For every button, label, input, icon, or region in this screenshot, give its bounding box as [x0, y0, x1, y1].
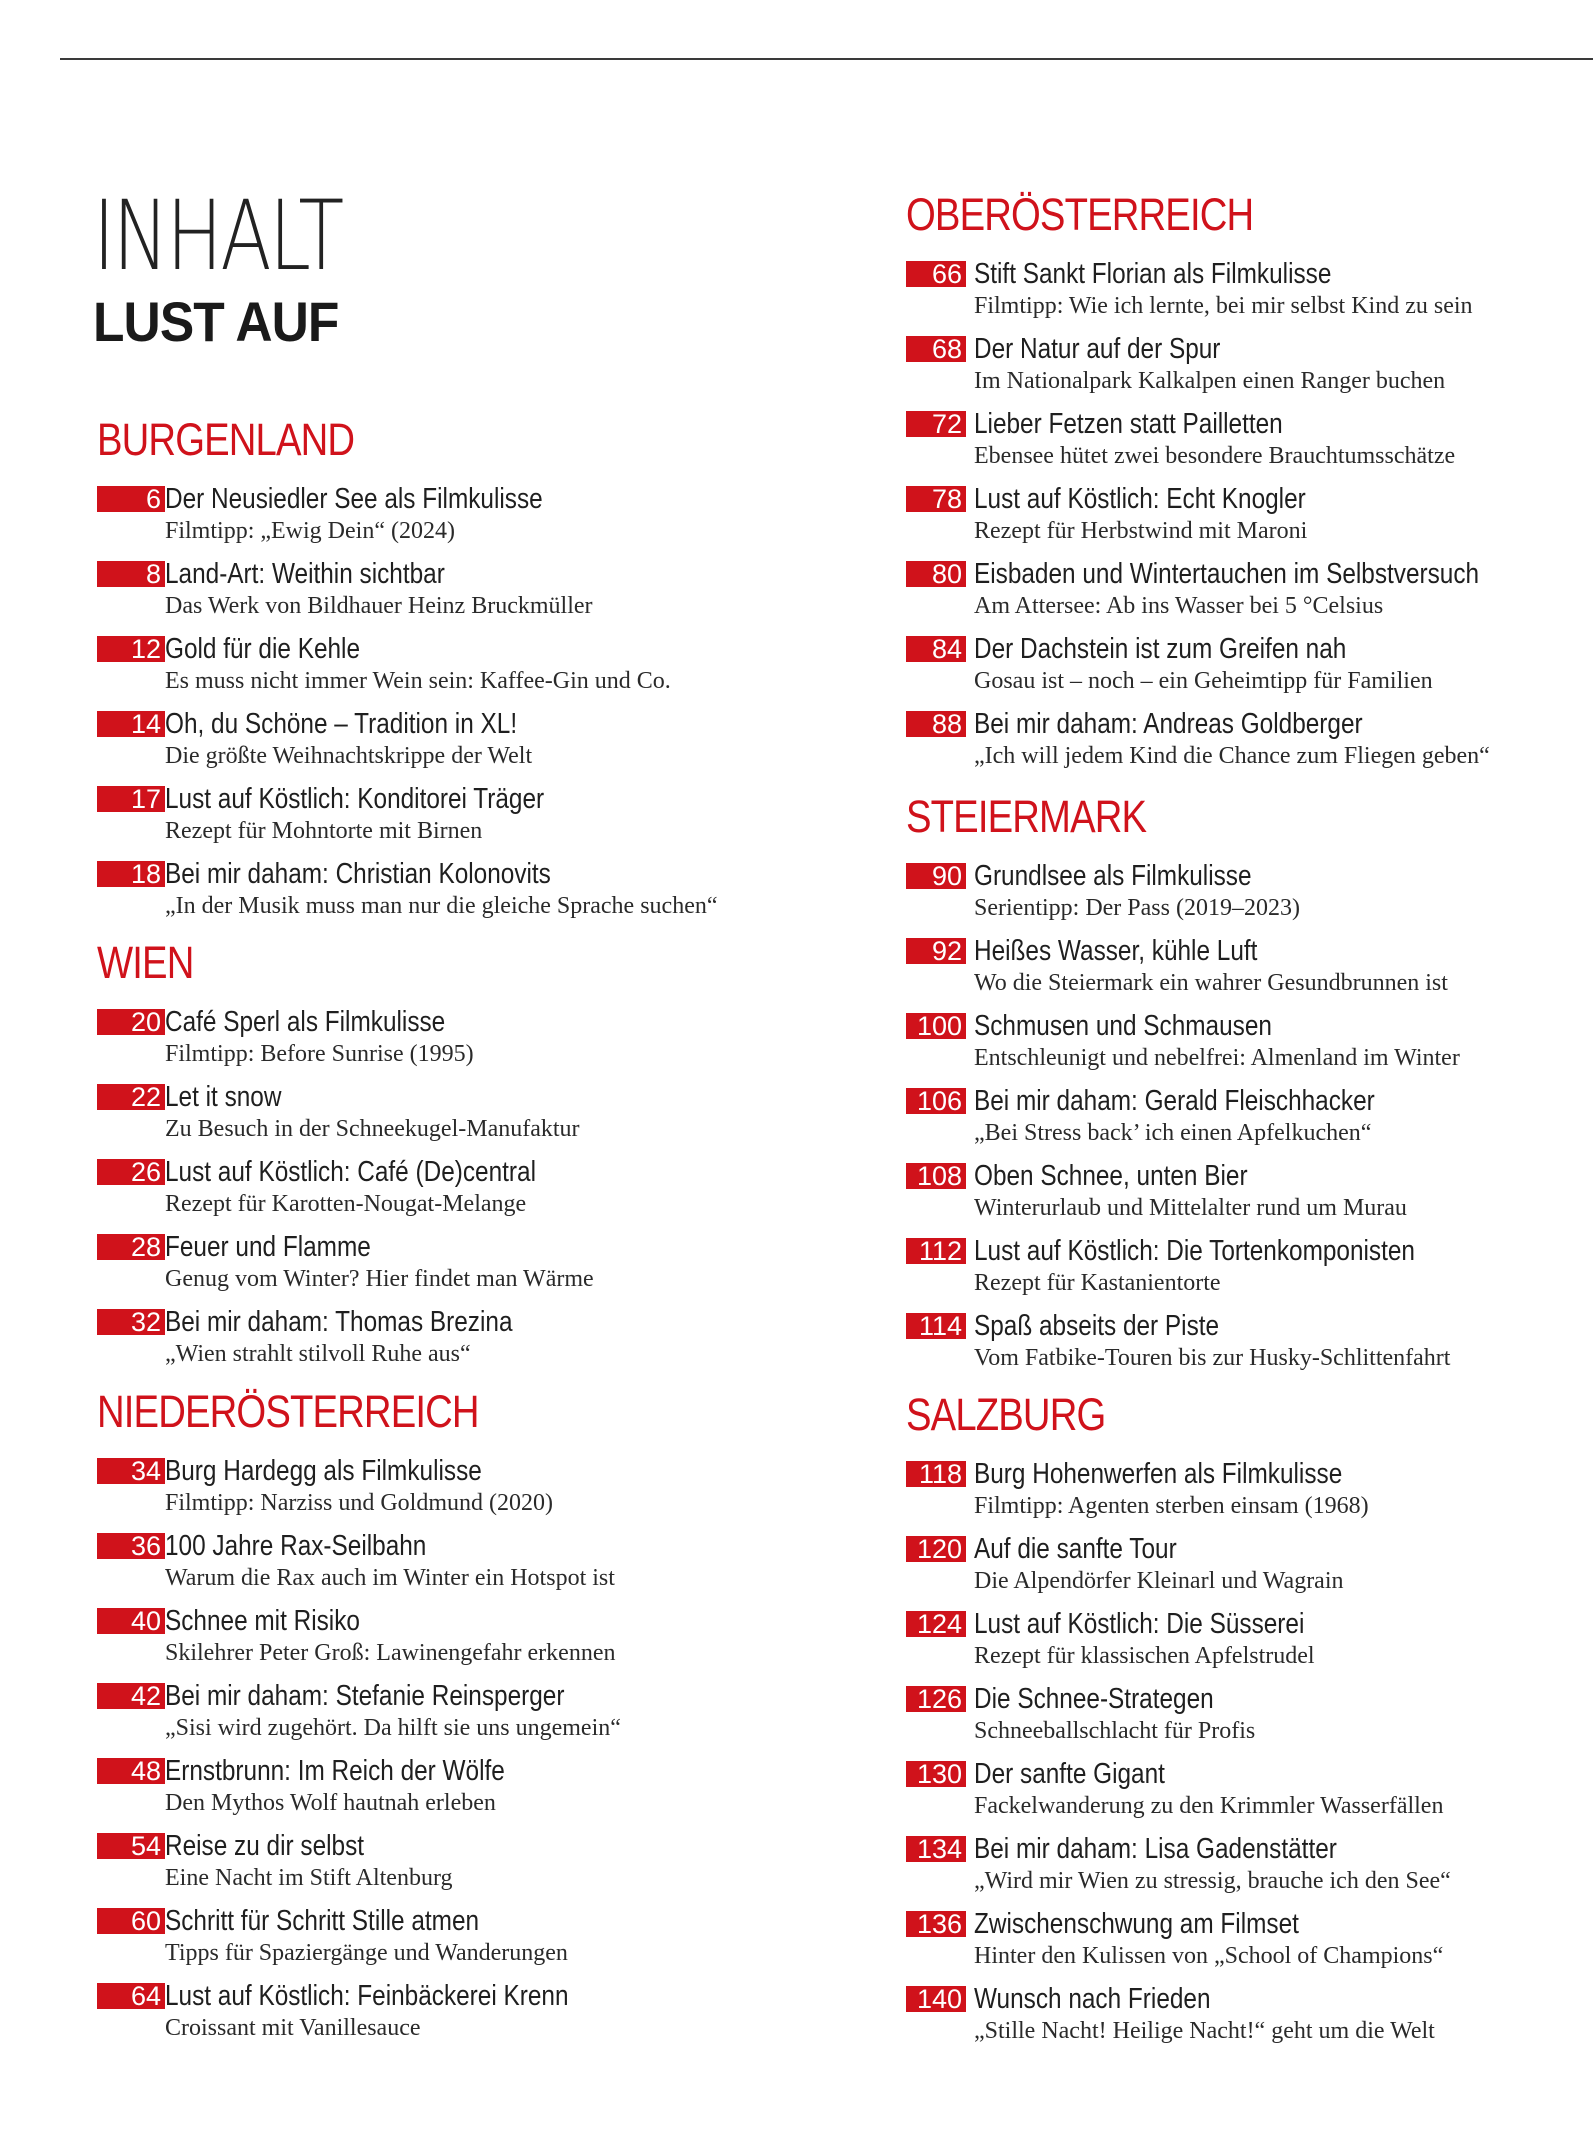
page-number-badge: 8: [97, 561, 165, 587]
toc-entry[interactable]: [906, 407, 1593, 482]
entry-title: Land-Art: Weithin sichtbar: [165, 558, 445, 590]
toc-entry[interactable]: [97, 707, 857, 782]
page-number-badge: 130: [906, 1761, 966, 1787]
entry-title: Oben Schnee, unten Bier: [974, 1160, 1248, 1192]
section-wien: [97, 937, 857, 1367]
page-number-badge: 124: [906, 1611, 966, 1637]
right-column: [906, 0, 1593, 2139]
toc-entry[interactable]: [906, 1982, 1593, 2057]
entry-subtitle: Eine Nacht im Stift Altenburg: [165, 1865, 453, 1891]
page-number-badge: 18: [97, 861, 165, 887]
section-burgenland: [97, 414, 857, 919]
entry-subtitle: Rezept für Mohntorte mit Birnen: [165, 818, 483, 844]
toc-entry[interactable]: [906, 1907, 1593, 1982]
page-number-badge: 17: [97, 786, 165, 812]
toc-entry[interactable]: [906, 557, 1593, 632]
entry-subtitle: Rezept für klassischen Apfelstrudel: [974, 1643, 1315, 1669]
entry-subtitle: „Sisi wird zugehört. Da hilft sie uns ungemein“: [165, 1715, 621, 1741]
toc-entry[interactable]: [906, 332, 1593, 407]
entry-title: Wunsch nach Frieden: [974, 1983, 1211, 2015]
page-number-badge: 12: [97, 636, 165, 662]
page-number-badge: 36: [97, 1533, 165, 1559]
toc-entry[interactable]: [906, 1309, 1593, 1384]
entry-subtitle: Filmtipp: Narziss und Goldmund (2020): [165, 1490, 553, 1516]
page-number-badge: 92: [906, 938, 966, 964]
entry-title: Zwischenschwung am Filmset: [974, 1908, 1299, 1940]
section-salzburg: [906, 1389, 1593, 2044]
entry-subtitle: „In der Musik muss man nur die gleiche Sprache suchen“: [165, 893, 718, 919]
toc-entry[interactable]: [97, 1529, 857, 1604]
entry-title: Lust auf Köstlich: Café (De)central: [165, 1156, 536, 1188]
page-number-badge: 6: [97, 486, 165, 512]
section-steiermark: [906, 791, 1593, 1371]
toc-entry[interactable]: [97, 1679, 857, 1754]
toc-entry[interactable]: [906, 257, 1593, 332]
entry-title: Schmusen und Schmausen: [974, 1010, 1272, 1042]
page-number-badge: 20: [97, 1009, 165, 1035]
entry-title: Die Schnee-Strategen: [974, 1683, 1214, 1715]
page-title: INHALT: [93, 180, 342, 292]
entry-subtitle: Hinter den Kulissen von „School of Champions“: [974, 1943, 1444, 1969]
entry-title: Auf die sanfte Tour: [974, 1533, 1177, 1565]
toc-entry[interactable]: [906, 1084, 1593, 1159]
page-number-badge: 112: [906, 1238, 966, 1264]
entry-subtitle: Die größte Weihnachtskrippe der Welt: [165, 743, 533, 769]
toc-entry[interactable]: [906, 1757, 1593, 1832]
section-title: BURGENLAND: [97, 414, 355, 465]
entry-subtitle: Die Alpendörfer Kleinarl und Wagrain: [974, 1568, 1344, 1594]
entry-title: Let it snow: [165, 1081, 282, 1113]
toc-entry[interactable]: [97, 782, 857, 857]
page-number-badge: 108: [906, 1163, 966, 1189]
entry-subtitle: Im Nationalpark Kalkalpen einen Ranger buchen: [974, 368, 1446, 394]
entry-subtitle: Ebensee hütet zwei besondere Brauchtumsschätze: [974, 443, 1456, 469]
entry-subtitle: „Stille Nacht! Heilige Nacht!“ geht um die Welt: [974, 2018, 1435, 2044]
entry-title: Der Dachstein ist zum Greifen nah: [974, 633, 1347, 665]
section-title: WIEN: [97, 937, 194, 988]
entry-subtitle: Den Mythos Wolf hautnah erleben: [165, 1790, 496, 1816]
page-number-badge: 42: [97, 1683, 165, 1709]
entry-subtitle: Gosau ist – noch – ein Geheimtipp für Familien: [974, 668, 1433, 694]
toc-entry[interactable]: [97, 632, 857, 707]
page-number-badge: 114: [906, 1313, 966, 1339]
entry-title: Lust auf Köstlich: Die Tortenkomponisten: [974, 1235, 1415, 1267]
entry-title: Ernstbrunn: Im Reich der Wölfe: [165, 1755, 505, 1787]
page-number-badge: 68: [906, 336, 966, 362]
entry-title: Oh, du Schöne – Tradition in XL!: [165, 708, 518, 740]
section-niederoesterreich: [97, 1386, 857, 2041]
entry-title: Burg Hohenwerfen als Filmkulisse: [974, 1458, 1343, 1490]
page-number-badge: 22: [97, 1084, 165, 1110]
entry-title: Grundlsee als Filmkulisse: [974, 860, 1252, 892]
entry-subtitle: Rezept für Kastanientorte: [974, 1270, 1221, 1296]
entry-title: Heißes Wasser, kühle Luft: [974, 935, 1258, 967]
entry-title: Bei mir daham: Andreas Goldberger: [974, 708, 1363, 740]
entry-title: Bei mir daham: Stefanie Reinsperger: [165, 1680, 565, 1712]
entry-title: Café Sperl als Filmkulisse: [165, 1006, 446, 1038]
toc-entry[interactable]: [906, 859, 1593, 934]
entry-title: Spaß abseits der Piste: [974, 1310, 1220, 1342]
entry-subtitle: Zu Besuch in der Schneekugel-Manufaktur: [165, 1116, 580, 1142]
toc-entry[interactable]: [906, 1457, 1593, 1532]
section-title: STEIERMARK: [906, 791, 1147, 842]
entry-subtitle: Filmtipp: Before Sunrise (1995): [165, 1041, 474, 1067]
page-number-badge: 106: [906, 1088, 966, 1114]
entry-subtitle: Wo die Steiermark ein wahrer Gesundbrunnen ist: [974, 970, 1448, 996]
left-column: [97, 0, 857, 2139]
toc-entry[interactable]: [906, 482, 1593, 557]
toc-entry[interactable]: [906, 934, 1593, 1009]
page-number-badge: 26: [97, 1159, 165, 1185]
page-number-badge: 78: [906, 486, 966, 512]
entry-subtitle: „Ich will jedem Kind die Chance zum Fliegen geben“: [974, 743, 1490, 769]
page-number-badge: 84: [906, 636, 966, 662]
page-number-badge: 100: [906, 1013, 966, 1039]
toc-entry[interactable]: [97, 482, 857, 557]
toc-entry[interactable]: [97, 857, 857, 932]
entry-title: Bei mir daham: Lisa Gadenstätter: [974, 1833, 1337, 1865]
entry-title: Lust auf Köstlich: Konditorei Träger: [165, 783, 545, 815]
entry-subtitle: Genug vom Winter? Hier findet man Wärme: [165, 1266, 594, 1292]
section-title: SALZBURG: [906, 1389, 1106, 1440]
entry-subtitle: Vom Fatbike-Touren bis zur Husky-Schlittenfahrt: [974, 1345, 1451, 1371]
page-number-badge: 80: [906, 561, 966, 587]
page-number-badge: 66: [906, 261, 966, 287]
toc-entry[interactable]: [906, 1607, 1593, 1682]
entry-title: Lust auf Köstlich: Die Süsserei: [974, 1608, 1305, 1640]
section-title: OBERÖSTERREICH: [906, 189, 1254, 240]
entry-title: Lieber Fetzen statt Pailletten: [974, 408, 1283, 440]
entry-title: Schnee mit Risiko: [165, 1605, 360, 1637]
entry-subtitle: Fackelwanderung zu den Krimmler Wasserfällen: [974, 1793, 1444, 1819]
entry-subtitle: „Wird mir Wien zu stressig, brauche ich den See“: [974, 1868, 1451, 1894]
toc-entry[interactable]: [97, 1454, 857, 1529]
entry-title: 100 Jahre Rax-Seilbahn: [165, 1530, 427, 1562]
toc-entry[interactable]: [97, 1230, 857, 1305]
entry-title: Schritt für Schritt Stille atmen: [165, 1905, 480, 1937]
entry-title: Feuer und Flamme: [165, 1231, 371, 1263]
page-number-badge: 28: [97, 1234, 165, 1260]
entry-title: Bei mir daham: Christian Kolonovits: [165, 858, 551, 890]
toc-entry[interactable]: [906, 1159, 1593, 1234]
page-number-badge: 120: [906, 1536, 966, 1562]
entry-title: Bei mir daham: Gerald Fleischhacker: [974, 1085, 1375, 1117]
toc-entry[interactable]: [906, 1682, 1593, 1757]
page-number-badge: 40: [97, 1608, 165, 1634]
toc-entry[interactable]: [97, 1080, 857, 1155]
entry-subtitle: Rezept für Karotten-Nougat-Melange: [165, 1191, 527, 1217]
page-number-badge: 64: [97, 1983, 165, 2009]
entry-subtitle: Serientipp: Der Pass (2019–2023): [974, 895, 1300, 921]
entry-title: Lust auf Köstlich: Feinbäckerei Krenn: [165, 1980, 569, 2012]
entry-subtitle: „Bei Stress back’ ich einen Apfelkuchen“: [974, 1120, 1372, 1146]
entry-title: Der sanfte Gigant: [974, 1758, 1165, 1790]
entry-subtitle: Winterurlaub und Mittelalter rund um Murau: [974, 1195, 1407, 1221]
toc-entry[interactable]: [906, 1009, 1593, 1084]
page-number-badge: 136: [906, 1911, 966, 1937]
toc-entry[interactable]: [906, 1832, 1593, 1907]
entry-title: Der Natur auf der Spur: [974, 333, 1221, 365]
toc-entry[interactable]: [906, 632, 1593, 707]
page-number-badge: 34: [97, 1458, 165, 1484]
entry-subtitle: Croissant mit Vanillesauce: [165, 2015, 421, 2041]
page-number-badge: 60: [97, 1908, 165, 1934]
entry-subtitle: Das Werk von Bildhauer Heinz Bruckmüller: [165, 593, 593, 619]
section-oberoesterreich: [906, 189, 1593, 769]
page-number-badge: 14: [97, 711, 165, 737]
section-title: NIEDERÖSTERREICH: [97, 1386, 479, 1437]
toc-entry[interactable]: [97, 1005, 857, 1080]
entry-title: Der Neusiedler See als Filmkulisse: [165, 483, 543, 515]
page-number-badge: 48: [97, 1758, 165, 1784]
toc-entry[interactable]: [97, 1904, 857, 1979]
entry-subtitle: Rezept für Herbstwind mit Maroni: [974, 518, 1308, 544]
entry-subtitle: Es muss nicht immer Wein sein: Kaffee-Gin und Co.: [165, 668, 671, 694]
entry-subtitle: Skilehrer Peter Groß: Lawinengefahr erkennen: [165, 1640, 616, 1666]
page-number-badge: 90: [906, 863, 966, 889]
toc-entry[interactable]: [97, 1305, 857, 1380]
toc-entry[interactable]: [906, 707, 1593, 782]
entry-title: Stift Sankt Florian als Filmkulisse: [974, 258, 1332, 290]
entry-subtitle: Am Attersee: Ab ins Wasser bei 5 °Celsius: [974, 593, 1384, 619]
entry-subtitle: Filmtipp: Agenten sterben einsam (1968): [974, 1493, 1369, 1519]
toc-entry[interactable]: [906, 1234, 1593, 1309]
page-subtitle: LUST AUF: [93, 290, 339, 353]
entry-title: Bei mir daham: Thomas Brezina: [165, 1306, 513, 1338]
page-number-badge: 140: [906, 1986, 966, 2012]
page-number-badge: 54: [97, 1833, 165, 1859]
page-number-badge: 88: [906, 711, 966, 737]
toc-entry[interactable]: [97, 557, 857, 632]
entry-title: Reise zu dir selbst: [165, 1830, 365, 1862]
entry-subtitle: Schneeballschlacht für Profis: [974, 1718, 1256, 1744]
toc-entry[interactable]: [906, 1532, 1593, 1607]
page-number-badge: 126: [906, 1686, 966, 1712]
entry-title: Lust auf Köstlich: Echt Knogler: [974, 483, 1306, 515]
page-number-badge: 72: [906, 411, 966, 437]
toc-entry[interactable]: [97, 1829, 857, 1904]
entry-title: Eisbaden und Wintertauchen im Selbstversuch: [974, 558, 1480, 590]
entry-subtitle: Warum die Rax auch im Winter ein Hotspot ist: [165, 1565, 615, 1591]
toc-entry[interactable]: [97, 1155, 857, 1230]
page-number-badge: 134: [906, 1836, 966, 1862]
toc-entry[interactable]: [97, 1979, 857, 2054]
entry-title: Gold für die Kehle: [165, 633, 361, 665]
entry-subtitle: Tipps für Spaziergänge und Wanderungen: [165, 1940, 568, 1966]
entry-subtitle: Filmtipp: Wie ich lernte, bei mir selbst Kind zu sein: [974, 293, 1473, 319]
page-number-badge: 118: [906, 1461, 966, 1487]
entry-subtitle: Entschleunigt und nebelfrei: Almenland im Winter: [974, 1045, 1460, 1071]
toc-entry[interactable]: [97, 1604, 857, 1679]
entry-subtitle: Filmtipp: „Ewig Dein“ (2024): [165, 518, 455, 544]
entry-subtitle: „Wien strahlt stilvoll Ruhe aus“: [165, 1341, 471, 1367]
page-number-badge: 32: [97, 1309, 165, 1335]
entry-title: Burg Hardegg als Filmkulisse: [165, 1455, 482, 1487]
toc-entry[interactable]: [97, 1754, 857, 1829]
